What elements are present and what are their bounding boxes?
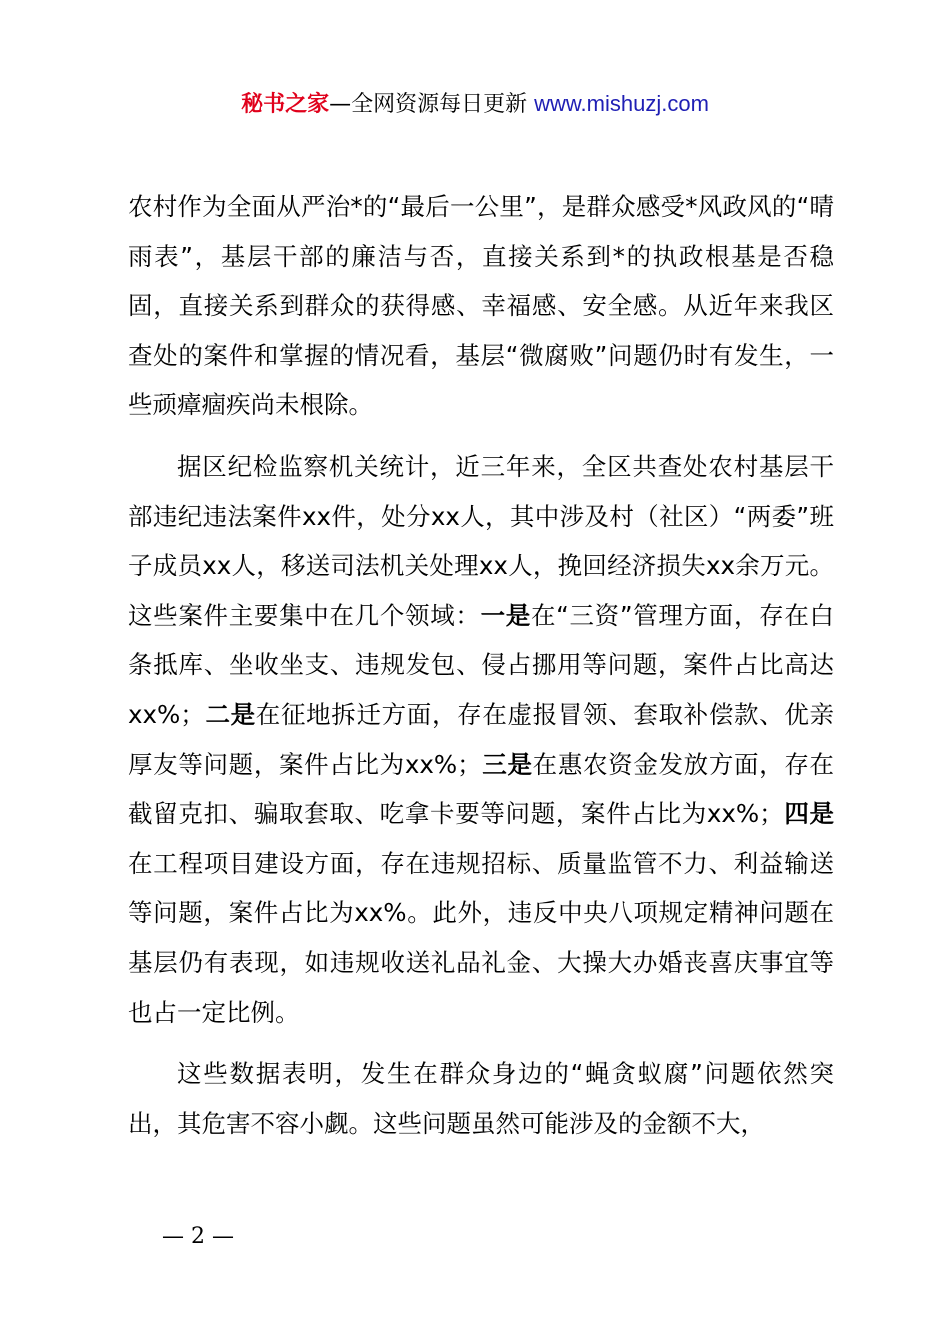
bold-marker-second: 二是	[204, 699, 256, 729]
document-body	[128, 182, 834, 1148]
bold-marker-fourth: 四是	[783, 799, 835, 829]
paragraph-text: 在征地拆迁方面，存在虚报冒领、套取补偿款、优亲厚友等问题，案件占比为xx%；	[128, 699, 835, 779]
header-tagline: —全网资源每日更新	[329, 92, 535, 117]
paragraph-text: 在惠农资金发放方面，存在截留克扣、骗取套取、吃拿卡要等问题，案件占比为xx%；	[128, 749, 835, 829]
paragraph-text: 在工程项目建设方面，存在违规招标、质量监管不力、利益输送等问题，案件占比为xx%。此外，违反中央八项规定精神问题在基层仍有表现，如违规收送礼品礼金、大操大办婚丧喜庆事宜等也占一定比例。	[128, 848, 834, 1027]
paragraph-text: 在“三资”管理方面，存在白条抵库、坐收坐支、违规发包、侵占挪用等问题，案件占比高达xx%；	[128, 600, 835, 729]
site-url-link[interactable]: www.mishuzj.com	[534, 91, 709, 116]
paragraph-text: 农村作为全面从严治*的“最后一公里”，是群众感受*风政风的“晴雨表”，基层干部的廉洁与否，直接关系到*的执政根基是否稳固，直接关系到群众的获得感、幸福感、安全感。从近年来我区查处的案件和掌握的情况看，基层“微腐败”问题仍时有发生，一些顽瘴痼疾尚未根除。	[128, 192, 834, 420]
paragraph-3	[128, 1049, 834, 1148]
paragraph-text: 据区纪检监察机关统计，近三年来，全区共查处农村基层干部违纪违法案件xx件，处分xx人，其中涉及村（社区）“两委”班子成员xx人，移送司法机关处理xx人，挽回经济损失xx余万元。这些案件主要集中在几个领域：	[128, 451, 834, 630]
page-header	[0, 86, 950, 123]
bold-marker-third: 三是	[481, 749, 533, 779]
brand-name: 秘书之家	[241, 92, 330, 117]
paragraph-1	[128, 182, 834, 430]
bold-marker-first: 一是	[480, 600, 531, 630]
page-number: — 2 —	[162, 1224, 234, 1249]
paragraph-text: 这些数据表明，发生在群众身边的“蝇贪蚁腐”问题依然突出，其危害不容小觑。这些问题虽然可能涉及的金额不大，	[128, 1059, 834, 1138]
paragraph-2	[128, 442, 834, 1037]
